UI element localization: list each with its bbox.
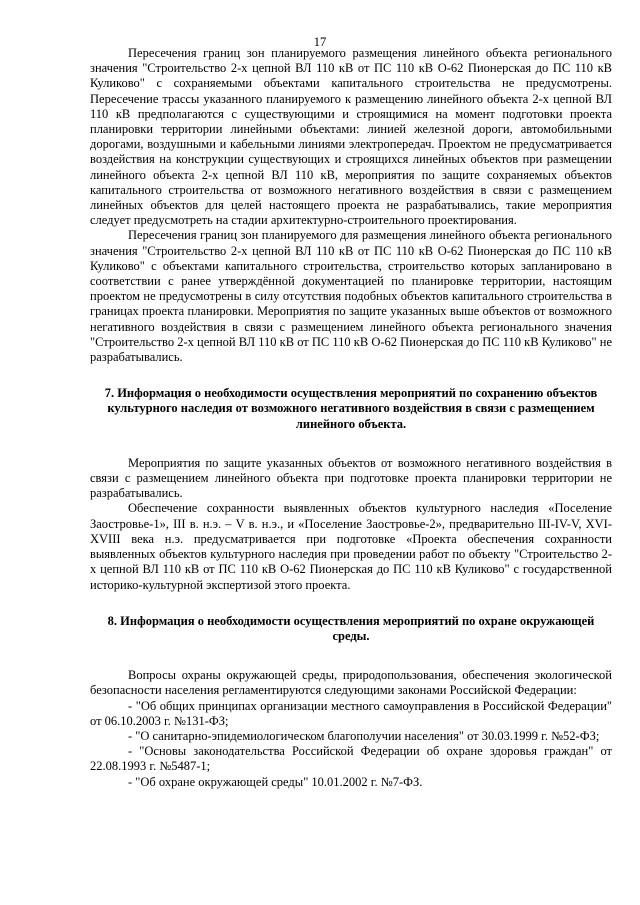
paragraph-intro-1: Пересечения границ зон планируемого размещения линейного объекта регионального значения "Строительство 2-х цепной ВЛ 110 кВ от ПС 110 кВ О-62 Пионерская до ПС 110 кВ Куликово" с сохраняемыми объектами капитального строительства не предусмотрены. Пересечение трассы указанного планируемого к размещению линейного объекта 2-х цепной ВЛ 110 кВ предполагаются с существующими и строящимися на момент подготовки проекта планировки территории линейными объектами: линией железной дороги, автомобильными дорогами, воздушными и кабельными линиями электропередач. Проектом не предусматривается воздействия на конструкции существующих и строящихся линейных объектов при размещении линейного объекта 2-х цепной ВЛ 110 кВ, мероприятия по защите сохраняемых объектов капитального строительства от возможного негативного воздействия в связи с размещением линейных объектов для целей настоящего проекта не разрабатывались, такие мероприятия следует предусмотреть на стадии архитектурно-строительного проектирования. — [90, 46, 612, 228]
section-7-paragraph-2: Обеспечение сохранности выявленных объектов культурного наследия «Поселение Заостровье-1», III в. н.э. – V в. н.э., и «Поселение Заостровье-2», предварительно III-IV-V, XVI-XVIII века н.э. предусматривается при подготовке «Проекта обеспечения сохранности выявленных объектов культурного наследия при проведении работ по объекту "Строительство 2-х цепной ВЛ 110 кВ от ПС 110 кВ О-62 Пионерская до ПС 110 кВ Куликово" с государственной историко-культурной экспертизой этого проекта. — [90, 501, 612, 592]
section-8-heading: 8. Информация о необходимости осуществления мероприятий по охране окружающей среды. — [107, 613, 595, 643]
law-list — [90, 699, 612, 790]
paragraph-intro-2: Пересечения границ зон планируемого для размещения линейного объекта регионального значения "Строительство 2-х цепной ВЛ 110 кВ от ПС 110 кВ О-62 Пионерская до ПС 110 кВ Куликово" с объектами капитального строительства, строительство которых запланировано в соответствии с ранее утверждённой документацией по планировке территории, настоящим проектом не предусмотрены в силу отсутствия подобных объектов капитального строительства в границах проекта планировки. Мероприятия по защите указанных выше объектов от возможного негативного воздействия в связи с размещением линейного объекта регионального значения "Строительство 2-х цепной ВЛ 110 кВ от ПС 110 кВ О-62 Пионерская до ПС 110 кВ Куликово" не разрабатывались. — [90, 228, 612, 365]
law-item: - "Об охране окружающей среды" 10.01.2002 г. №7-ФЗ. — [128, 774, 423, 789]
section-7-paragraph-1: Мероприятия по защите указанных объектов от возможного негативного воздействия в связи с размещением линейного объекта при подготовке проекта планировки территории не разрабатывались. — [90, 455, 612, 501]
document-body — [90, 46, 612, 790]
law-item: - "Основы законодательства Российской Федерации об охране здоровья граждан" от 22.08.1993 г. №5487-1; — [90, 744, 612, 774]
section-8-intro: Вопросы охраны окружающей среды, природопользования, обеспечения экологической безопасности населения регламентируются следующими законами Российской Федерации: — [90, 668, 612, 698]
law-item: - "Об общих принципах организации местного самоуправления в Российской Федерации" от 06.10.2003 г. №131-ФЗ; — [90, 698, 612, 728]
law-item: - "О санитарно-эпидемиологическом благополучии населения" от 30.03.1999 г. №52-ФЗ; — [128, 728, 600, 743]
section-7-heading: 7. Информация о необходимости осуществления мероприятий по сохранению объектов культурного наследия от возможного негативного воздействия в связи с размещением линейного объекта. — [104, 386, 598, 431]
page-number: 17 — [313, 35, 327, 49]
